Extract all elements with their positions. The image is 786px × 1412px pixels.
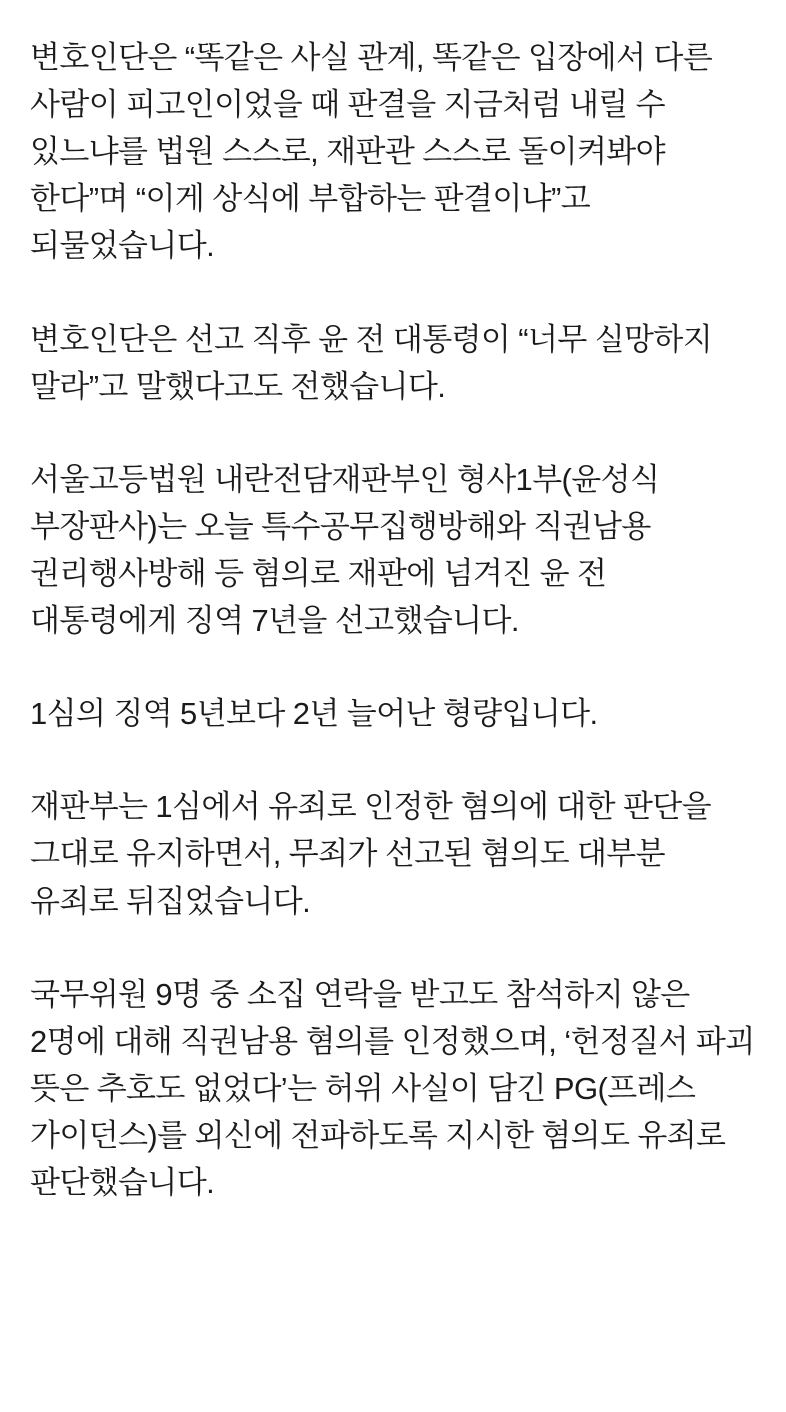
article-paragraph: 국무위원 9명 중 소집 연락을 받고도 참석하지 않은 2명에 대해 직권남용 혐의를 인정했으며, ‘헌정질서 파괴 뜻은 추호도 없었다’는 허위 사실이 담긴 PG(프레스 가이던스)를 외신에 전파하도록 지시한 혐의도 유죄로 판단했습니다. (30, 976, 763, 1201)
article-paragraph: 1심의 징역 5년보다 2년 늘어난 형량입니다. (30, 696, 598, 732)
article-paragraph: 변호인단은 “똑같은 사실 관계, 똑같은 입장에서 다른 사람이 피고인이었을 때 판결을 지금처럼 내릴 수 있느냐를 법원 스스로, 재판관 스스로 돌이켜봐야 한다”며 “이게 상식에 부합하는 판결이냐”고 되물었습니다. (30, 40, 721, 264)
article-paragraph: 서울고등법원 내란전담재판부인 형사1부(윤성식 부장판사)는 오늘 특수공무집행방해와 직권남용 권리행사방해 등 혐의로 재판에 넘겨진 윤 전 대통령에게 징역 7년을 선고했습니다. (30, 461, 668, 639)
article-paragraph: 변호인단은 선고 직후 윤 전 대통령이 “너무 실망하지 말라”고 말했다고도 전했습니다. (30, 321, 721, 404)
article-paragraph: 재판부는 1심에서 유죄로 인정한 혐의에 대한 판단을 그대로 유지하면서, 무죄가 선고된 혐의도 대부분 유죄로 뒤집었습니다. (30, 789, 719, 919)
